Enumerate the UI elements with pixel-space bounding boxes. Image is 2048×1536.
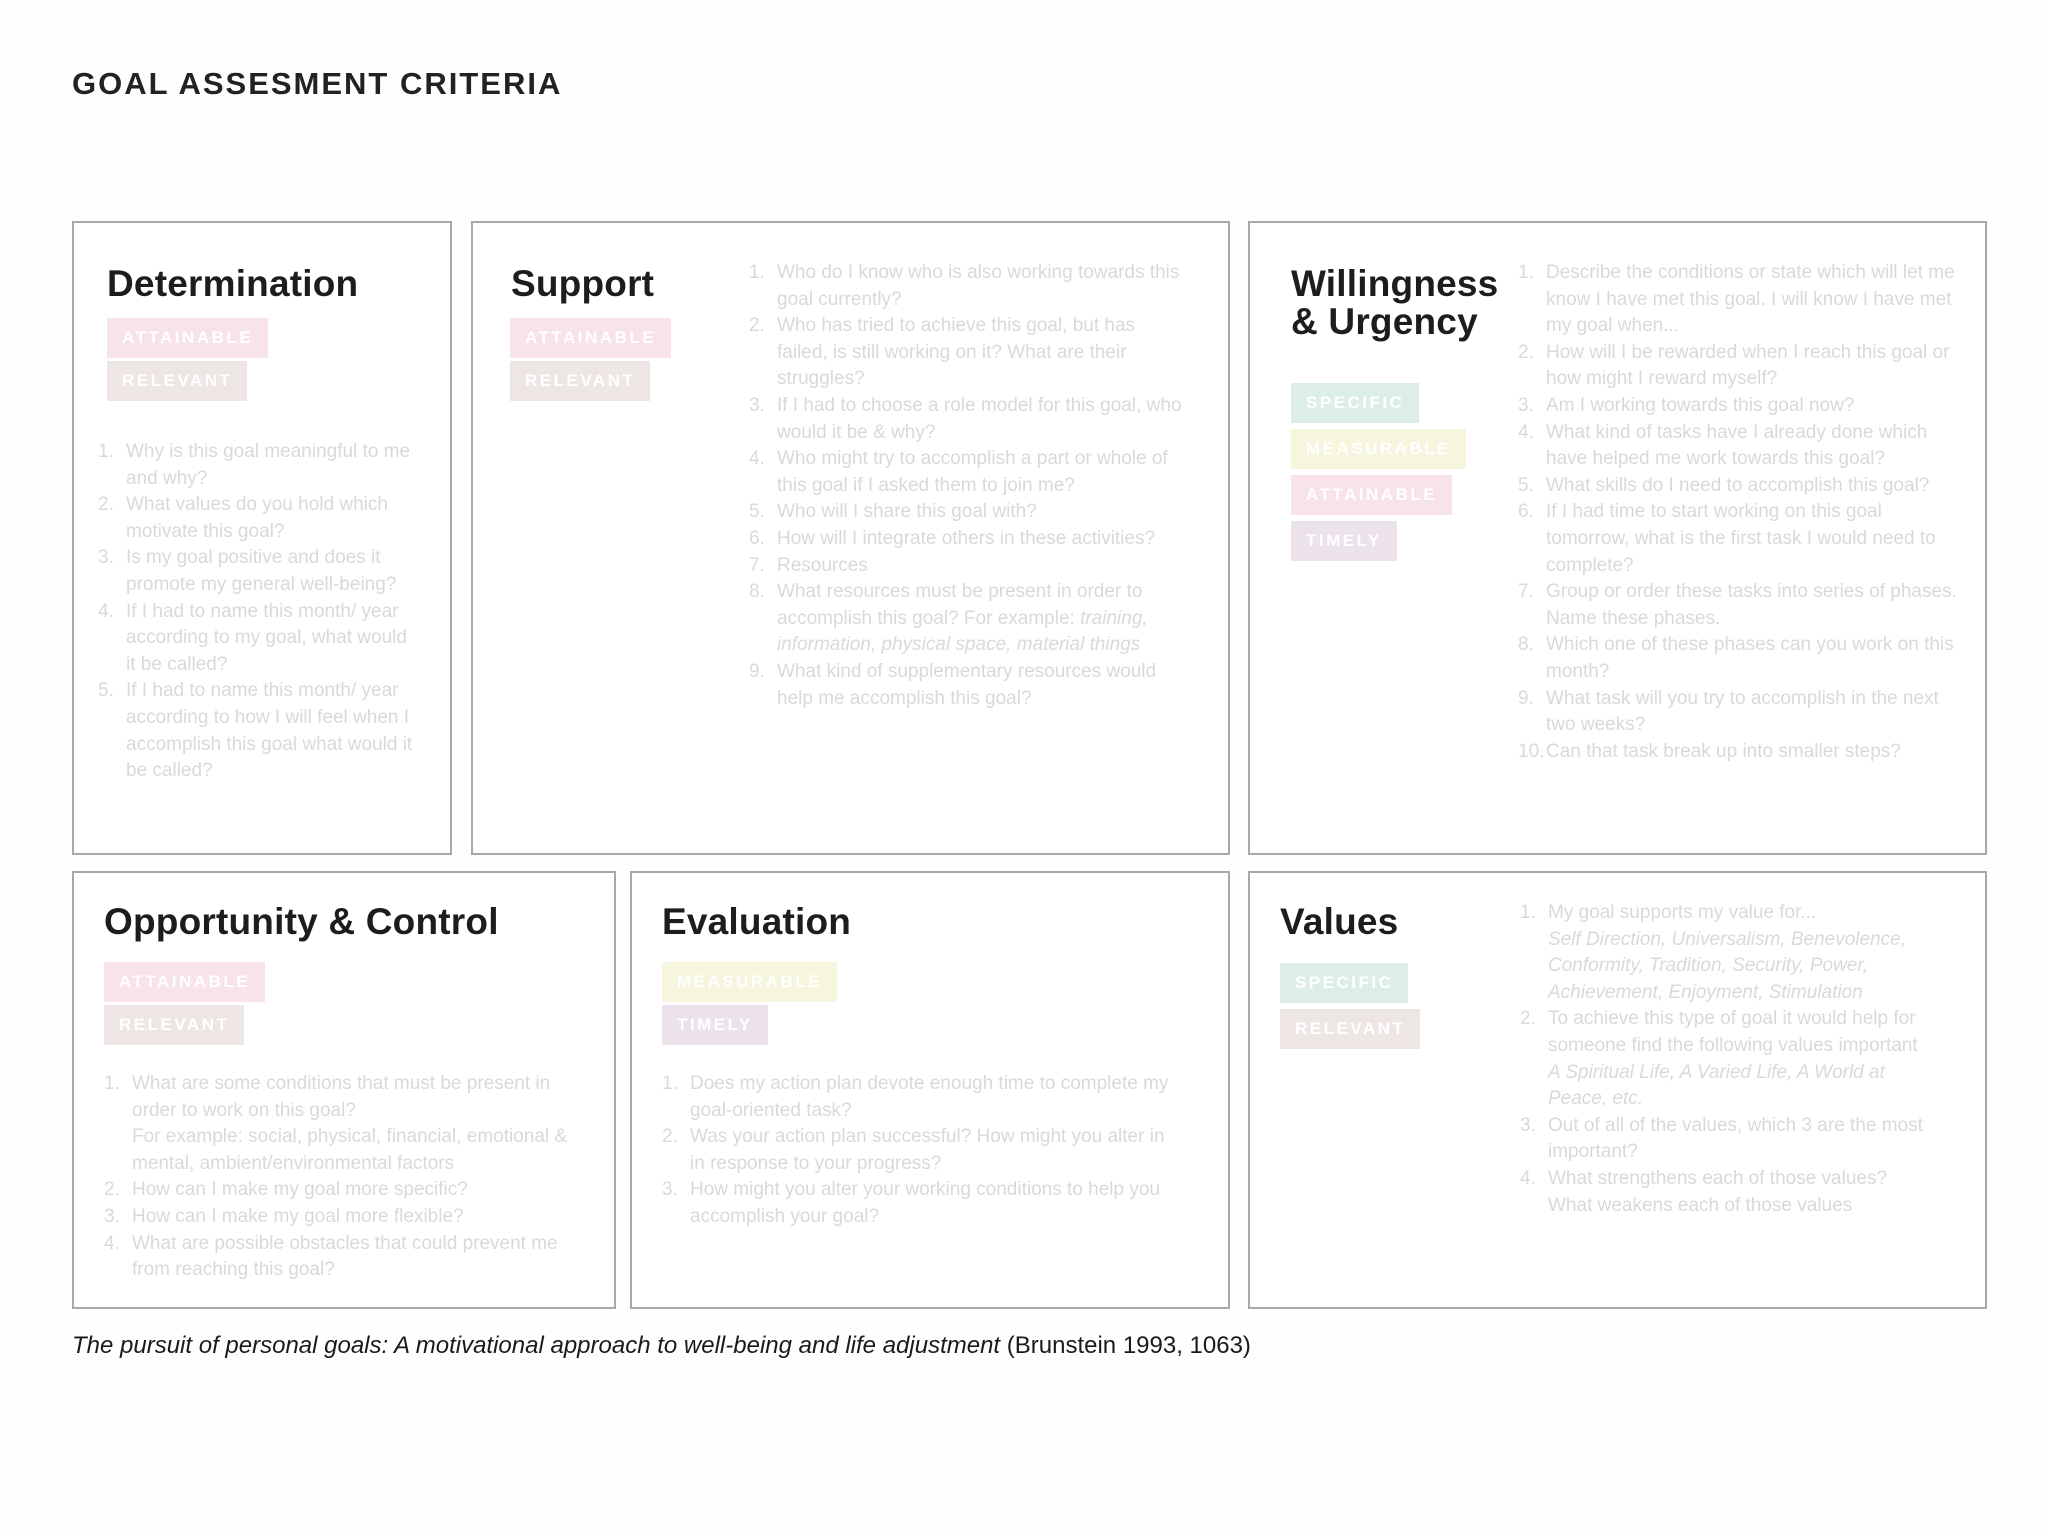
citation-title: The pursuit of personal goals: A motivational approach to well-being and life adjustment [72, 1332, 1001, 1359]
tag-timely: TIMELY [1291, 521, 1397, 561]
criteria-tags [1280, 963, 1420, 1055]
support-card [471, 221, 1230, 855]
question-list [662, 1071, 1182, 1231]
list-item: 3. If I had to choose a role model for this goal, who would it be & why? [749, 394, 1182, 443]
list-item: 4. Who might try to accomplish a part or whole of this goal if I asked them to join me? [749, 448, 1168, 496]
tag-attainable: ATTAINABLE [510, 318, 671, 358]
tag-attainable: ATTAINABLE [107, 318, 268, 358]
list-item: 1. Does my action plan devote enough time to complete my goal-oriented task? [662, 1073, 1169, 1121]
list-item: 2. Was your action plan successful? How might you alter in in response to your progress? [662, 1126, 1165, 1174]
list-item: 9. What task will you try to accomplish in the next two weeks? [1518, 687, 1939, 736]
citation-source: (Brunstein 1993, 1063) [1000, 1332, 1251, 1359]
list-item: 1. Why is this goal meaningful to me and why? [98, 441, 411, 489]
card-title: Support [511, 263, 655, 304]
card-title: Determination [107, 263, 359, 304]
list-item: 3. Am I working towards this goal now? [1518, 394, 1855, 416]
list-item: 6. If I had time to start working on this goal tomorrow, what is the first task I would need to complete? [1518, 501, 1936, 576]
tag-relevant: RELEVANT [1280, 1009, 1420, 1049]
list-item: 5. Who will I share this goal with? [749, 501, 1037, 523]
question-list [98, 439, 418, 785]
criteria-tags [107, 318, 268, 404]
list-item: 4. What strengthens each of those values? What weakens each of those values [1520, 1167, 1888, 1216]
list-item: 7. Resources [749, 554, 868, 576]
list-item: 8. What resources must be present in order to accomplish this goal? For example: training, information, physical space, material things [749, 581, 1148, 656]
list-item: 2. Who has tried to achieve this goal, but has failed, is still working on it? What are their struggles? [749, 315, 1136, 390]
tag-timely: TIMELY [662, 1005, 768, 1045]
list-item: 6. How will I integrate others in these activities? [749, 527, 1156, 549]
willingness-urgency-card [1248, 221, 1987, 855]
tag-relevant: RELEVANT [510, 361, 650, 401]
list-item: 2. What values do you hold which motivate this goal? [98, 494, 388, 542]
card-title: Values [1280, 901, 1399, 942]
list-item: 3. Is my goal positive and does it promote my general well-being? [98, 547, 397, 595]
card-title: Willingness & Urgency [1291, 263, 1499, 342]
question-list [1520, 900, 1940, 1219]
list-item: 1. My goal supports my value for... Self Direction, Universalism, Benevolence, Conformity, Tradition, Security, Power, Achievement, Enjoyment, Stimulation [1520, 902, 1906, 1003]
list-item: 1. Who do I know who is also working towards this goal currently? [749, 262, 1180, 310]
citation [72, 1332, 1251, 1360]
list-item: 4. What kind of tasks have I already done which have helped me work towards this goal? [1518, 421, 1928, 470]
list-item: 10. Can that task break up into smaller steps? [1518, 740, 1901, 762]
values-card [1248, 871, 1987, 1309]
page-title: GOAL ASSESMENT CRITERIA [72, 66, 563, 101]
list-item: 3. How might you alter your working conditions to help you accomplish your goal? [662, 1179, 1160, 1227]
list-item: 4. If I had to name this month/ year according to my goal, what would it be called? [98, 600, 407, 675]
criteria-tags [1291, 383, 1466, 567]
opportunity-control-card [72, 871, 616, 1309]
criteria-tags [662, 962, 837, 1048]
tag-attainable: ATTAINABLE [104, 962, 265, 1002]
list-item: 5. What skills do I need to accomplish this goal? [1518, 474, 1930, 496]
list-item: 8. Which one of these phases can you work on this month? [1518, 634, 1954, 682]
list-item: 3. Out of all of the values, which 3 are the most important? [1520, 1114, 1923, 1163]
tag-specific: SPECIFIC [1291, 383, 1419, 423]
card-title: Evaluation [662, 901, 852, 942]
criteria-tags [104, 962, 265, 1048]
list-item: 1. What are some conditions that must be present in order to work on this goal? For example: social, physical, financial, emotional & mental, ambient/environmental factors [104, 1073, 568, 1174]
list-item: 2. To achieve this type of goal it would help for someone find the following values important A Spiritual Life, A Varied Life, A World at Peace, etc. [1520, 1008, 1918, 1110]
list-item: 2. How can I make my goal more specific? [104, 1179, 468, 1201]
list-item: 2. How will I be rewarded when I reach this goal or how might I reward myself? [1518, 341, 1950, 390]
tag-specific: SPECIFIC [1280, 963, 1408, 1003]
list-item: 7. Group or order these tasks into series of phases. Name these phases. [1518, 581, 1957, 629]
list-item: 1. Describe the conditions or state which will let me know I have met this goal. I will know I have met my goal when... [1518, 262, 1955, 337]
criteria-tags [510, 318, 671, 404]
list-item: 3. How can I make my goal more flexible? [104, 1205, 464, 1227]
tag-measurable: MEASURABLE [1291, 429, 1466, 469]
determination-card [72, 221, 452, 855]
tag-measurable: MEASURABLE [662, 962, 837, 1002]
tag-attainable: ATTAINABLE [1291, 475, 1452, 515]
list-item: 9. What kind of supplementary resources would help me accomplish this goal? [749, 660, 1157, 709]
evaluation-card [630, 871, 1230, 1309]
question-list [1518, 260, 1958, 765]
question-list [104, 1071, 574, 1284]
card-title: Opportunity & Control [104, 901, 499, 942]
list-item: 5. If I had to name this month/ year according to how I will feel when I accomplish this goal what would it be called? [98, 680, 413, 782]
list-item: 4. What are possible obstacles that could prevent me from reaching this goal? [104, 1232, 558, 1281]
tag-relevant: RELEVANT [107, 361, 247, 401]
question-list [749, 260, 1189, 712]
tag-relevant: RELEVANT [104, 1005, 244, 1045]
